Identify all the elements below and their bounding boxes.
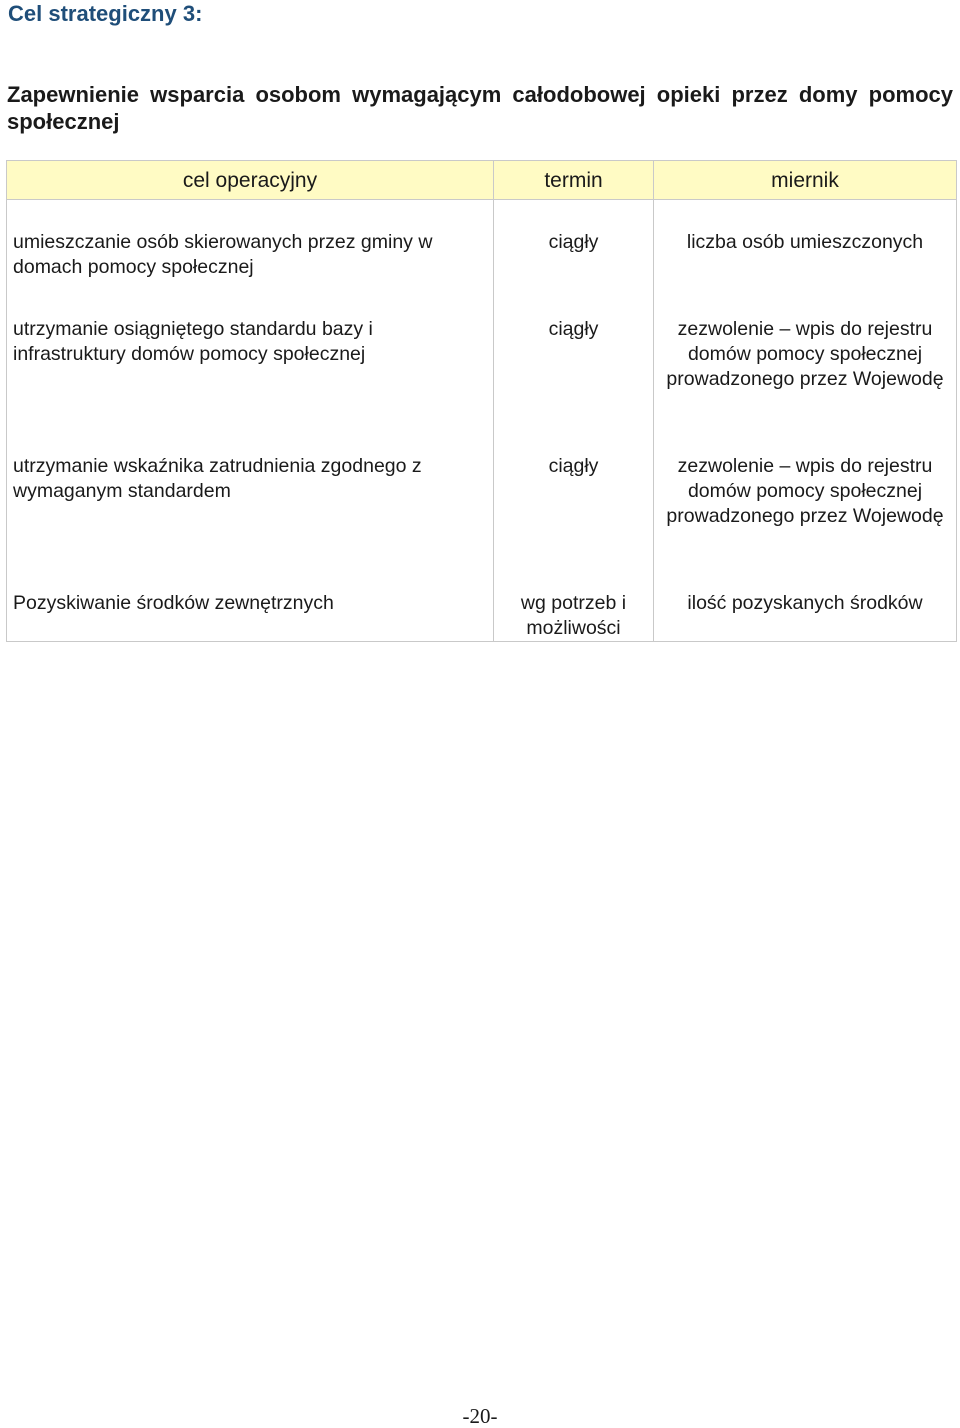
section-heading: Cel strategiczny 3:: [8, 1, 203, 26]
header-term: termin: [494, 161, 654, 200]
header-row: [7, 161, 957, 200]
cell-term: ciągły: [494, 200, 654, 316]
table-row: [7, 452, 957, 589]
table-header: [7, 161, 957, 200]
cell-operational-goal: utrzymanie wskaźnika zatrudnienia zgodnego z wymaganym standardem: [7, 452, 494, 589]
cell-operational-goal: Pozyskiwanie środków zewnętrznych: [7, 589, 494, 642]
operational-goals-table: [6, 160, 957, 642]
cell-measure: ilość pozyskanych środków: [654, 589, 957, 642]
table-body: [7, 200, 957, 642]
cell-term: ciągły: [494, 452, 654, 589]
cell-measure: liczba osób umieszczonych: [654, 200, 957, 316]
cell-term: ciągły: [494, 315, 654, 452]
page-number: -20-: [462, 1404, 498, 1428]
strategic-goal-title: Zapewnienie wsparcia osobom wymagającym całodobowej opieki przez domy pomocy społecznej: [7, 82, 953, 134]
table-row: [7, 315, 957, 452]
table-row: [7, 200, 957, 316]
header-measure: miernik: [654, 161, 957, 200]
cell-term: wg potrzeb i możliwości: [494, 589, 654, 642]
header-operational-goal: cel operacyjny: [7, 161, 494, 200]
cell-operational-goal: utrzymanie osiągniętego standardu bazy i infrastruktury domów pomocy społecznej: [7, 315, 494, 452]
cell-measure: zezwolenie – wpis do rejestru domów pomocy społecznej prowadzonego przez Wojewodę: [654, 452, 957, 589]
cell-measure: zezwolenie – wpis do rejestru domów pomocy społecznej prowadzonego przez Wojewodę: [654, 315, 957, 452]
cell-operational-goal: umieszczanie osób skierowanych przez gminy w domach pomocy społecznej: [7, 200, 494, 316]
table-row: [7, 589, 957, 642]
